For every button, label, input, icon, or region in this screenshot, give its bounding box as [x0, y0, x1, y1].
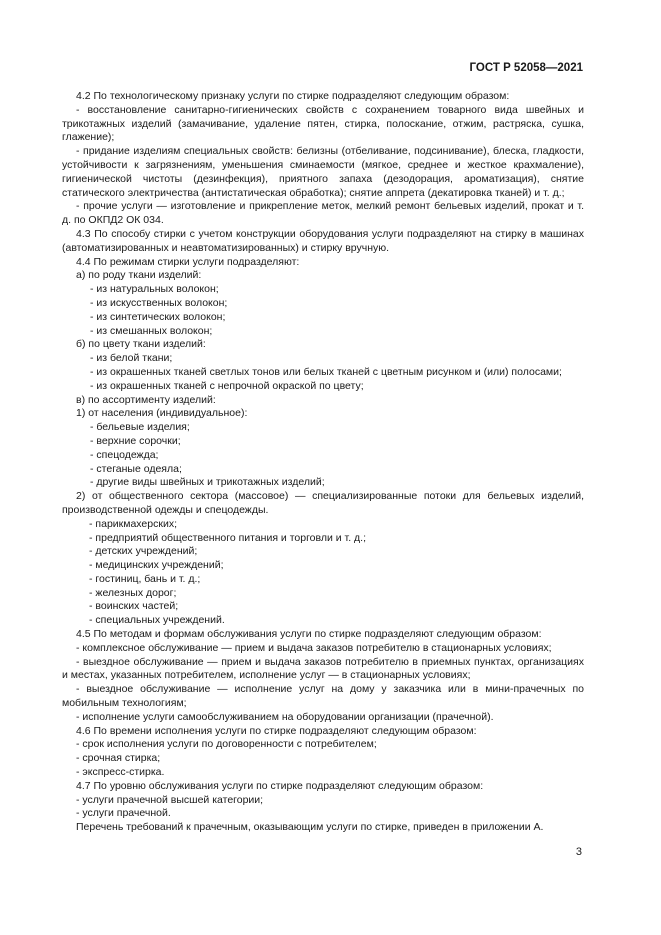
list-item: - из натуральных волокон;: [90, 283, 219, 296]
sublist-heading-2: 2) от общественного сектора (массовое) — специализированные потоки для бельевых изделий, производственной одежды и спецодежды.: [62, 490, 584, 516]
list-item: - железных дорог;: [89, 586, 177, 599]
list-item: - парикмахерских;: [89, 517, 177, 530]
appendix-reference-paragraph: Перечень требований к прачечным, оказывающим услуги по стирке, приведен в приложении А.: [76, 821, 544, 834]
list-item: - бельевые изделия;: [90, 421, 190, 434]
sublist-heading-1: 1) от населения (индивидуальное):: [76, 407, 248, 420]
list-item: - срок исполнения услуги по договоренности с потребителем;: [76, 738, 377, 751]
list-item: - выездное обслуживание — прием и выдача заказов потребителю в приемных пунктах, организациях и местах, указанных потребителем, исполнение услуг — в стационарных условиях;: [62, 655, 584, 682]
sublist-heading-b: б) по цвету ткани изделий:: [76, 338, 206, 351]
list-item: - придание изделиям специальных свойств: белизны (отбеливание, подсинивание), блеска, гладкости, устойчивости к загрязнениям, уменьшения сминаемости (мягкое, среднее и жесткое крахмаление), гигиенической чистоты (дезинфекция), приятного запаха (дезодорация, ароматизация), снятие статического электричества (антистатическая обработка); снятие аппрета (декатировка тканей) и т. д.;: [62, 145, 584, 199]
sublist-heading-v: в) по ассортименту изделий:: [76, 393, 216, 406]
list-item: - стеганые одеяла;: [90, 462, 182, 475]
list-item: - экспресс-стирка.: [76, 766, 165, 779]
list-item: - медицинских учреждений;: [89, 559, 224, 572]
list-item: - срочная стирка;: [76, 752, 161, 765]
list-item: - из синтетических волокон;: [90, 310, 226, 323]
document-standard-id: ГОСТ Р 52058—2021: [469, 62, 583, 74]
section-4-6-heading: 4.6 По времени исполнения услуги по стирке подразделяют следующим образом:: [76, 724, 477, 737]
sublist-heading-a: а) по роду ткани изделий:: [76, 269, 202, 282]
list-item: - спецодежда;: [90, 448, 159, 461]
list-item: - из смешанных волокон;: [90, 324, 213, 337]
list-item: - верхние сорочки;: [90, 434, 181, 447]
list-item: - комплексное обслуживание — прием и выдача заказов потребителю в стационарных условиях;: [76, 641, 552, 654]
list-item: - прочие услуги — изготовление и прикрепление меток, мелкий ремонт бельевых изделий, прокат и т. д. по ОКПД2 ОК 034.: [62, 200, 584, 227]
list-item: - другие виды швейных и трикотажных изделий;: [90, 476, 325, 489]
list-item: - специальных учреждений.: [89, 614, 225, 627]
page-number: 3: [575, 846, 582, 858]
section-4-3-paragraph: 4.3 По способу стирки с учетом конструкции оборудования услуги подразделяют на стирку в машинах (автоматизированных и неавтоматизированных) и стирку вручную.: [62, 227, 584, 254]
list-item: - восстановление санитарно-гигиенических свойств с сохранением товарного вида швейных и трикотажных изделий (замачивание, удаление пятен, стирка, полоскание, отжим, растряска, сушка, глажение);: [62, 103, 584, 144]
list-item: - из окрашенных тканей светлых тонов или белых тканей с цветным рисунком и (или) полосами;: [90, 365, 562, 378]
list-item: - воинских частей;: [89, 600, 179, 613]
section-4-5-heading: 4.5 По методам и формам обслуживания услуги по стирке подразделяют следующим образом:: [76, 628, 542, 641]
section-4-4-heading: 4.4 По режимам стирки услуги подразделяют:: [76, 255, 300, 268]
list-item: - услуги прачечной.: [76, 807, 171, 820]
list-item: - гостиниц, бань и т. д.;: [89, 572, 201, 585]
list-item: - выездное обслуживание — исполнение услуг на дому у заказчика или в мини-прачечных по мобильным технологиям;: [62, 683, 584, 710]
list-item: - из белой ткани;: [90, 352, 173, 365]
list-item: - из искусственных волокон;: [90, 296, 228, 309]
section-4-7-heading: 4.7 По уровню обслуживания услуги по стирке подразделяют следующим образом:: [76, 779, 484, 792]
list-item: - из окрашенных тканей с непрочной окраской по цвету;: [90, 379, 364, 392]
list-item: - детских учреждений;: [89, 545, 198, 558]
list-item: - исполнение услуги самообслуживанием на оборудовании организации (прачечной).: [76, 710, 494, 723]
list-item: - услуги прачечной высшей категории;: [76, 793, 264, 806]
section-4-2-heading: 4.2 По технологическому признаку услуги по стирке подразделяют следующим образом:: [76, 90, 510, 102]
document-body: [62, 90, 584, 835]
list-item: - предприятий общественного питания и торговли и т. д.;: [89, 531, 366, 544]
